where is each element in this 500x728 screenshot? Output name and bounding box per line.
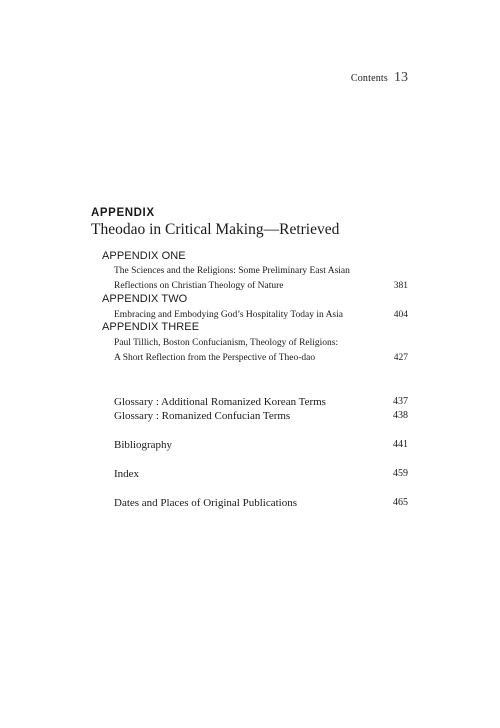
- toc-entry-title: Paul Tillich, Boston Confucianism, Theology of Religions:: [114, 338, 339, 348]
- toc-entry-page: 437: [393, 396, 408, 407]
- toc-entry-line: [114, 352, 408, 364]
- toc-entry-page: 438: [393, 410, 408, 421]
- toc-entry-title: Index: [114, 468, 140, 480]
- section-heading: APPENDIX ONE: [102, 250, 186, 262]
- toc-entry-line: [114, 265, 408, 277]
- section-heading: APPENDIX TWO: [102, 293, 188, 305]
- running-head-label: Contents: [350, 73, 388, 84]
- toc-entry-title: Glossary : Romanized Confucian Terms: [114, 410, 291, 422]
- toc-entry-title: The Sciences and the Religions: Some Preliminary East Asian: [114, 266, 350, 276]
- toc-entry-glossary-confucian: [114, 409, 408, 423]
- toc-entry-page: 459: [393, 468, 408, 479]
- toc-entry-page: 404: [393, 310, 408, 320]
- toc-entry-line: [114, 280, 408, 292]
- page-number: 13: [394, 70, 408, 85]
- section-heading: APPENDIX THREE: [102, 321, 200, 333]
- toc-entry-title: Glossary : Additional Romanized Korean Terms: [114, 396, 326, 408]
- part-heading: [91, 206, 339, 240]
- toc-entry-title: Embracing and Embodying God’s Hospitality Today in Asia: [114, 310, 343, 320]
- part-kicker: APPENDIX: [91, 207, 155, 219]
- toc-entry-line: [114, 337, 408, 349]
- toc-entry-page: 427: [393, 353, 408, 363]
- toc-entry-bibliography: [114, 438, 408, 452]
- toc-entry-title: Dates and Places of Original Publications: [114, 497, 297, 509]
- toc-entry-index: [114, 467, 408, 481]
- appendix-two-heading: [102, 292, 408, 306]
- toc-entry-title: A Short Reflection from the Perspective of Theo-dao: [114, 353, 316, 363]
- part-title: Theodao in Critical Making—Retrieved: [91, 221, 340, 238]
- toc-entry-page: 441: [393, 439, 408, 450]
- running-head: [351, 70, 408, 86]
- toc-entry-page: 465: [393, 497, 408, 508]
- toc-entry-publications: [114, 496, 408, 510]
- appendix-three-heading: [102, 320, 408, 334]
- toc-entry-title: Reflections on Christian Theology of Nature: [114, 281, 284, 291]
- toc-entry-glossary-korean: [114, 395, 408, 409]
- appendix-one-heading: [102, 249, 408, 263]
- toc-entry-page: 381: [393, 281, 408, 291]
- toc-entry-title: Bibliography: [114, 439, 173, 451]
